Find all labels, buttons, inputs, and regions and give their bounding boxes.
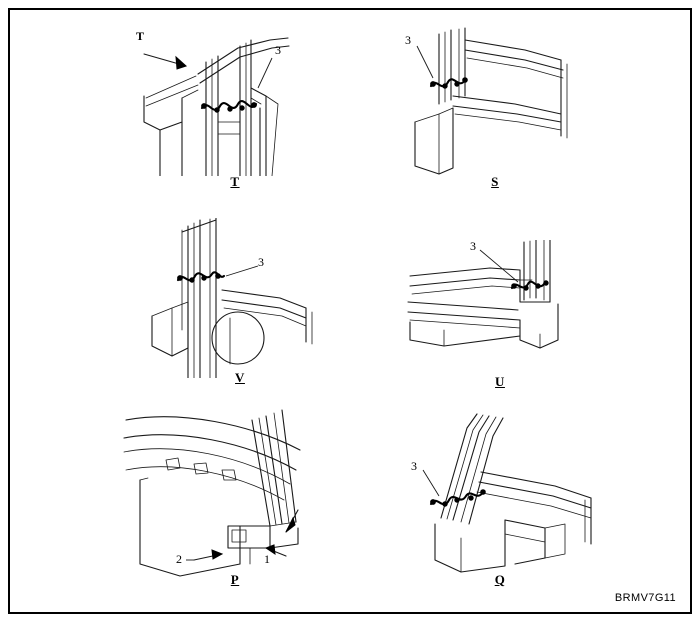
panel-caption-u: U [495, 374, 505, 389]
panel-caption-v: V [235, 370, 245, 385]
panel-u-artwork [400, 240, 600, 380]
diagram-panel-s [395, 26, 595, 189]
diagram-panel-u [400, 239, 600, 389]
item-number-3: 3 [470, 239, 476, 253]
panel-caption-q: Q [494, 572, 506, 587]
item-number-3: 3 [405, 33, 411, 47]
diagram-panel-v [130, 218, 350, 385]
diagram-panel-q [395, 408, 605, 588]
item-number-1: 1 [264, 552, 270, 566]
panel-caption-p: P [230, 572, 240, 587]
technical-illustration-frame [8, 8, 692, 614]
item-number-3: 3 [258, 255, 264, 269]
diagram-panel-p [120, 408, 350, 588]
item-number-3: 3 [411, 459, 417, 473]
diagram-panel-t [120, 26, 350, 189]
panel-q-artwork [395, 408, 605, 588]
item-number-3: 3 [275, 43, 281, 57]
direction-label-t: T [136, 29, 145, 43]
figure-code: BRMV7G11 [614, 592, 676, 604]
panel-caption-t: T [230, 174, 240, 189]
panel-t-artwork [120, 26, 350, 176]
panel-s-artwork [395, 26, 595, 176]
panel-v-artwork [130, 218, 350, 378]
panel-p-artwork [120, 408, 350, 588]
item-number-2: 2 [176, 552, 182, 566]
panel-caption-s: S [491, 174, 499, 189]
